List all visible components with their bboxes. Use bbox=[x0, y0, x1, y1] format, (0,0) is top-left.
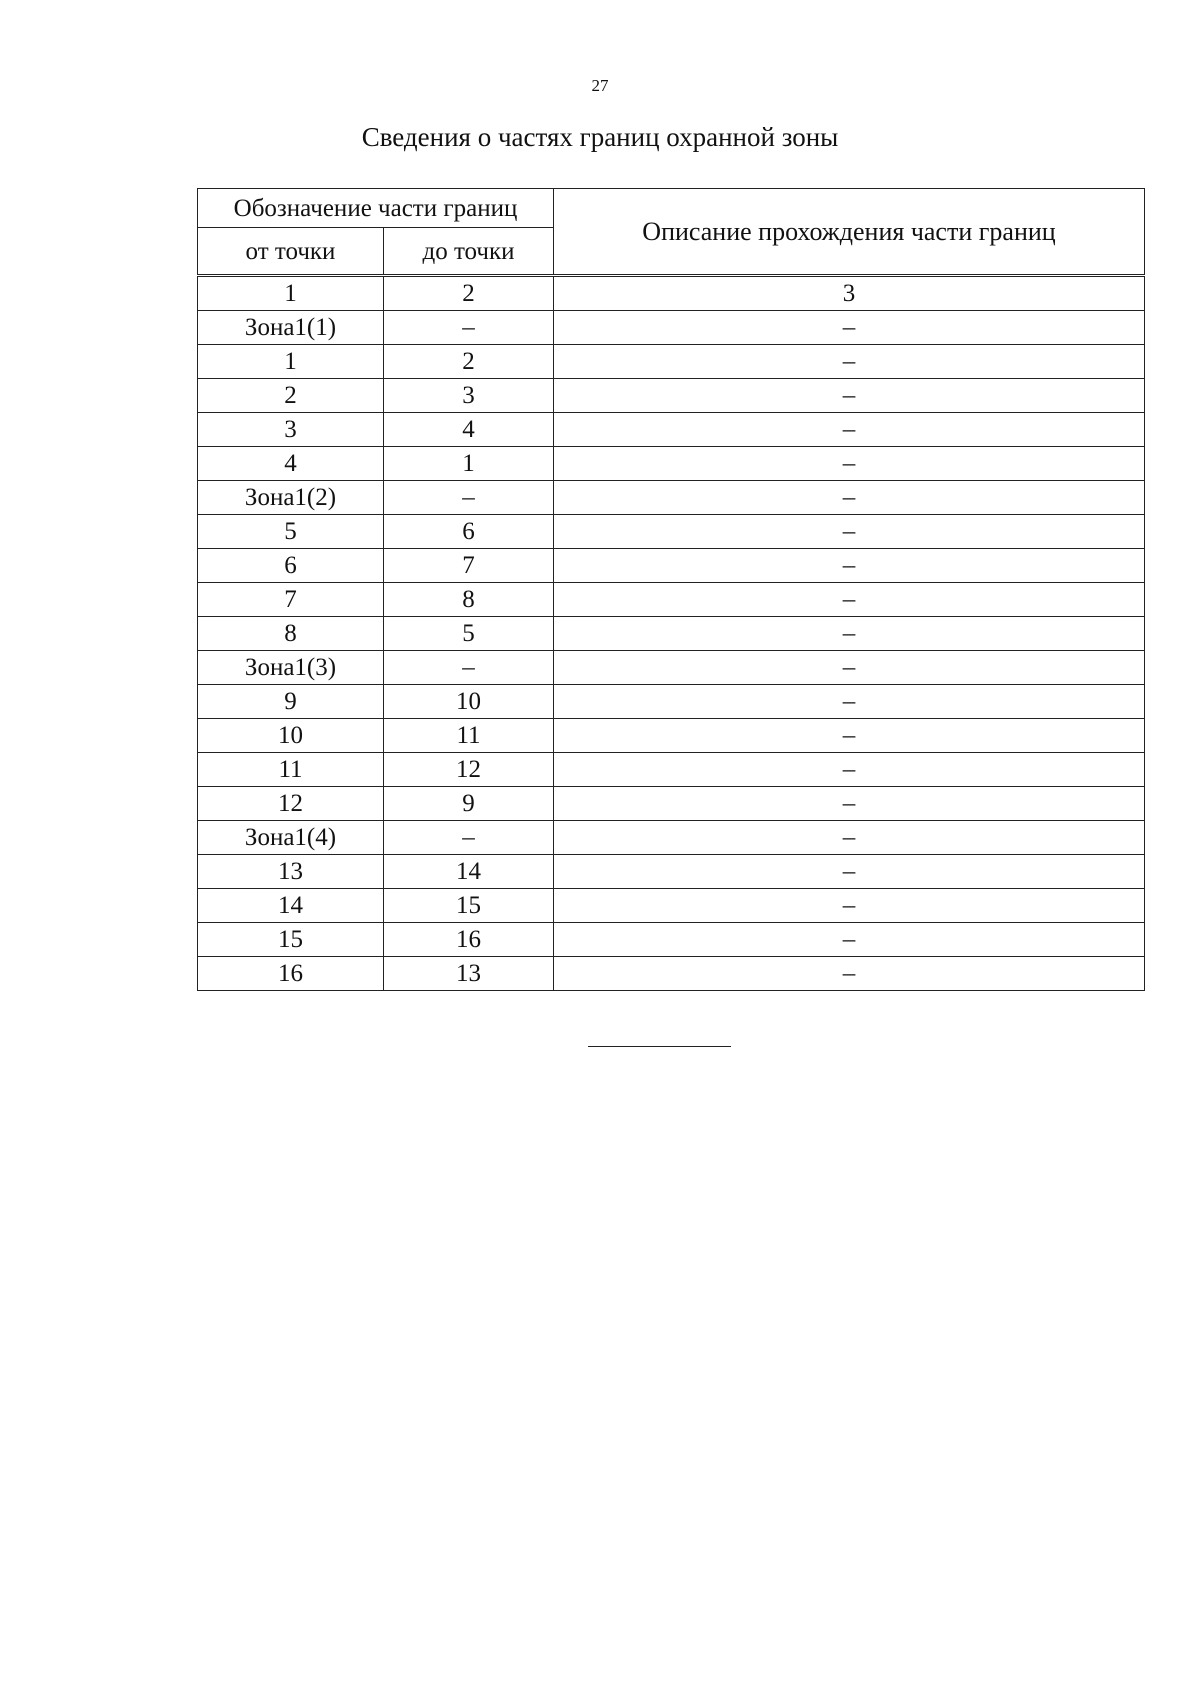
from-point-cell: 1 bbox=[198, 345, 384, 379]
description-cell: – bbox=[554, 855, 1145, 889]
from-point-cell: 3 bbox=[198, 413, 384, 447]
table-row bbox=[198, 583, 1145, 617]
to-point-cell: 2 bbox=[384, 345, 554, 379]
description-cell: – bbox=[554, 685, 1145, 719]
to-point-cell: – bbox=[384, 821, 554, 855]
description-cell: – bbox=[554, 787, 1145, 821]
from-point-cell: 12 bbox=[198, 787, 384, 821]
from-point-cell: 15 bbox=[198, 923, 384, 957]
from-point-cell: 2 bbox=[198, 379, 384, 413]
to-point-cell: 6 bbox=[384, 515, 554, 549]
column-numbers-row bbox=[198, 276, 1145, 311]
from-point-cell: 16 bbox=[198, 957, 384, 991]
description-cell: – bbox=[554, 515, 1145, 549]
from-point-cell: 5 bbox=[198, 515, 384, 549]
from-point-cell: 8 bbox=[198, 617, 384, 651]
boundary-parts-table bbox=[197, 188, 1145, 991]
table-row bbox=[198, 889, 1145, 923]
boundary-designation-header: Обозначение части границ bbox=[198, 189, 554, 228]
page-number: 27 bbox=[591, 76, 609, 95]
description-cell: – bbox=[554, 719, 1145, 753]
table-row bbox=[198, 753, 1145, 787]
from-point-cell: 4 bbox=[198, 447, 384, 481]
description-cell: – bbox=[554, 651, 1145, 685]
from-point-header: от точки bbox=[198, 228, 384, 276]
table-row bbox=[198, 345, 1145, 379]
to-point-header: до точки bbox=[384, 228, 554, 276]
table-row bbox=[198, 379, 1145, 413]
from-point-cell: Зона1(2) bbox=[198, 481, 384, 515]
description-cell: – bbox=[554, 617, 1145, 651]
table-row bbox=[198, 311, 1145, 345]
from-point-cell: 6 bbox=[198, 549, 384, 583]
description-cell: – bbox=[554, 447, 1145, 481]
description-cell: – bbox=[554, 311, 1145, 345]
description-cell: – bbox=[554, 923, 1145, 957]
to-point-cell: 12 bbox=[384, 753, 554, 787]
from-point-cell: 13 bbox=[198, 855, 384, 889]
to-point-cell: – bbox=[384, 311, 554, 345]
table-row bbox=[198, 719, 1145, 753]
page-title: Сведения о частях границ охранной зоны bbox=[361, 122, 839, 152]
to-point-cell: 14 bbox=[384, 855, 554, 889]
table-row bbox=[198, 821, 1145, 855]
table-row bbox=[198, 651, 1145, 685]
description-cell: – bbox=[554, 481, 1145, 515]
table-row bbox=[198, 413, 1145, 447]
to-point-cell: 3 bbox=[384, 379, 554, 413]
to-point-cell: 10 bbox=[384, 685, 554, 719]
table-row bbox=[198, 787, 1145, 821]
from-point-cell: 9 bbox=[198, 685, 384, 719]
table-row bbox=[198, 923, 1145, 957]
description-cell: – bbox=[554, 957, 1145, 991]
column-number: 1 bbox=[198, 276, 384, 311]
description-cell: – bbox=[554, 549, 1145, 583]
from-point-cell: 7 bbox=[198, 583, 384, 617]
to-point-cell: – bbox=[384, 651, 554, 685]
description-cell: – bbox=[554, 889, 1145, 923]
to-point-cell: 1 bbox=[384, 447, 554, 481]
to-point-cell: 9 bbox=[384, 787, 554, 821]
end-of-table-rule bbox=[588, 1046, 731, 1047]
to-point-cell: 13 bbox=[384, 957, 554, 991]
table-row bbox=[198, 515, 1145, 549]
from-point-cell: 14 bbox=[198, 889, 384, 923]
boundary-description-header: Описание прохождения части границ bbox=[554, 189, 1145, 276]
to-point-cell: 16 bbox=[384, 923, 554, 957]
to-point-cell: 11 bbox=[384, 719, 554, 753]
table-row bbox=[198, 957, 1145, 991]
from-point-cell: Зона1(3) bbox=[198, 651, 384, 685]
to-point-cell: 5 bbox=[384, 617, 554, 651]
description-cell: – bbox=[554, 821, 1145, 855]
description-cell: – bbox=[554, 583, 1145, 617]
from-point-cell: Зона1(1) bbox=[198, 311, 384, 345]
from-point-cell: Зона1(4) bbox=[198, 821, 384, 855]
from-point-cell: 10 bbox=[198, 719, 384, 753]
table-row bbox=[198, 549, 1145, 583]
to-point-cell: 7 bbox=[384, 549, 554, 583]
to-point-cell: – bbox=[384, 481, 554, 515]
description-cell: – bbox=[554, 379, 1145, 413]
to-point-cell: 15 bbox=[384, 889, 554, 923]
column-number: 2 bbox=[384, 276, 554, 311]
table-row bbox=[198, 617, 1145, 651]
table-row bbox=[198, 855, 1145, 889]
to-point-cell: 8 bbox=[384, 583, 554, 617]
description-cell: – bbox=[554, 753, 1145, 787]
description-cell: – bbox=[554, 413, 1145, 447]
column-number: 3 bbox=[554, 276, 1145, 311]
from-point-cell: 11 bbox=[198, 753, 384, 787]
table-row bbox=[198, 685, 1145, 719]
table-row bbox=[198, 481, 1145, 515]
table-row bbox=[198, 447, 1145, 481]
to-point-cell: 4 bbox=[384, 413, 554, 447]
description-cell: – bbox=[554, 345, 1145, 379]
